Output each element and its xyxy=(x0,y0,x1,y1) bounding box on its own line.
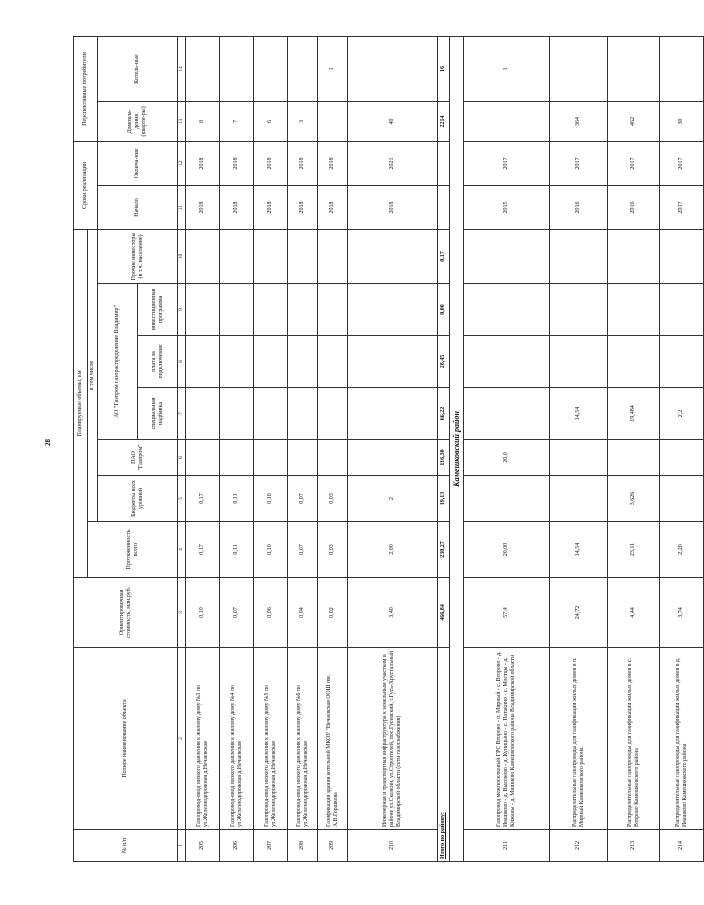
cell-connection xyxy=(660,336,704,388)
page-number: 28 xyxy=(44,439,52,446)
cell-budget: 0,11 xyxy=(220,476,254,522)
cell-cost: 57,4 xyxy=(464,578,550,648)
header-name: Полное наименование объекта xyxy=(74,648,178,830)
cell-start: 2017 xyxy=(660,185,704,229)
cell-start: 2016 xyxy=(550,185,608,229)
cell-start: 2018 xyxy=(288,185,318,229)
column-number: 12 xyxy=(178,141,186,185)
cell-special: 14,54 xyxy=(550,388,608,440)
cell-budget: 0,03 xyxy=(318,476,348,522)
cell-length: 0,07 xyxy=(288,522,318,578)
cell-name: Газопровод-ввод низкого давления к жилому дому №5 по ул.Железнодорожная д.Нечаевская xyxy=(254,648,288,830)
cell-households: 6 xyxy=(254,101,288,141)
cell-boilers xyxy=(550,36,608,101)
cell-boilers xyxy=(660,36,704,101)
cell-no: 210 xyxy=(348,830,438,862)
cell-boilers xyxy=(288,36,318,101)
column-number: 2 xyxy=(178,648,186,830)
column-number: 14 xyxy=(178,36,186,101)
cell-connection xyxy=(288,336,318,388)
cell-end: 2018 xyxy=(288,141,318,185)
cell-other xyxy=(660,229,704,283)
cell-cost: 0,07 xyxy=(220,578,254,648)
cell-other xyxy=(348,229,438,283)
header-consumers: Перспективные потребители xyxy=(74,36,98,141)
cell-no: 211 xyxy=(464,830,550,862)
cell-budget: 0,17 xyxy=(186,476,220,522)
total-budget: 19,13 xyxy=(438,476,450,522)
cell-no: 213 xyxy=(608,830,660,862)
cell-connection xyxy=(608,336,660,388)
column-number: 1 xyxy=(178,830,186,862)
header-special: специальная надбавка xyxy=(138,388,178,440)
cell-cost: 24,72 xyxy=(550,578,608,648)
cell-start: 2018 xyxy=(220,185,254,229)
cell-start: 2018 xyxy=(348,185,438,229)
cell-other xyxy=(318,229,348,283)
cell-end: 2017 xyxy=(550,141,608,185)
cell-budget: 0,10 xyxy=(254,476,288,522)
cell-budget: 2 xyxy=(348,476,438,522)
table-row xyxy=(608,36,660,861)
header-terms: Сроки реализации xyxy=(74,141,98,229)
header-households: Домовла-дения (кварти-ры) xyxy=(98,101,178,141)
cell-name: Распределительные газопроводы для газификации жилых домов в п. Мирный Камешковского района xyxy=(550,648,608,830)
cell-special xyxy=(464,388,550,440)
cell-name: Газопровод-ввод низкого давления к жилому дому №6 по ул.Железнодорожная д.Нечаевская xyxy=(288,648,318,830)
total-special: 66,22 xyxy=(438,388,450,440)
cell-invest xyxy=(550,284,608,336)
cell-cost: 0,02 xyxy=(318,578,348,648)
cell-invest xyxy=(348,284,438,336)
cell-boilers xyxy=(348,36,438,101)
cell-name: Газопровод-ввод низкого давления к жилому дому №4 по ул.Железнодорожная д.Нечаевская xyxy=(220,648,254,830)
header-length-total: Протяженность всего xyxy=(88,522,178,578)
cell-no: 205 xyxy=(186,830,220,862)
cell-invest xyxy=(608,284,660,336)
cell-special: 19,484 xyxy=(608,388,660,440)
cell-connection xyxy=(220,336,254,388)
column-number: 7 xyxy=(178,388,186,440)
cell-end: 2017 xyxy=(464,141,550,185)
district-row xyxy=(450,36,464,861)
cell-connection xyxy=(464,336,550,388)
cell-invest xyxy=(464,284,550,336)
cell-length: 20,00 xyxy=(464,522,550,578)
cell-pao xyxy=(608,440,660,476)
cell-start: 2018 xyxy=(186,185,220,229)
cell-end: 2017 xyxy=(660,141,704,185)
cell-boilers xyxy=(254,36,288,101)
cell-budget: 0,07 xyxy=(288,476,318,522)
cell-no: 209 xyxy=(318,830,348,862)
cell-connection xyxy=(318,336,348,388)
total-other: 0,17 xyxy=(438,229,450,283)
total-empty xyxy=(438,185,450,229)
column-number: 13 xyxy=(178,101,186,141)
cell-end: 2018 xyxy=(186,141,220,185)
cell-cost: 0,10 xyxy=(186,578,220,648)
cell-other xyxy=(550,229,608,283)
header-including: в том числе xyxy=(88,229,98,521)
cell-households: 364 xyxy=(550,101,608,141)
cell-length: 0,10 xyxy=(254,522,288,578)
cell-connection xyxy=(348,336,438,388)
cell-end: 2018 xyxy=(318,141,348,185)
column-number: 6 xyxy=(178,440,186,476)
cell-pao xyxy=(220,440,254,476)
cell-boilers xyxy=(220,36,254,101)
cell-length: 2,20 xyxy=(660,522,704,578)
cell-cost: 0,04 xyxy=(288,578,318,648)
cell-length: 23,11 xyxy=(608,522,660,578)
header-budgets: Бюджеты всех уровней xyxy=(98,476,178,522)
cell-connection xyxy=(550,336,608,388)
cell-special xyxy=(348,388,438,440)
cell-other xyxy=(288,229,318,283)
cell-budget xyxy=(660,476,704,522)
cell-connection xyxy=(186,336,220,388)
column-number: 8 xyxy=(178,336,186,388)
cell-pao xyxy=(660,440,704,476)
cell-no: 208 xyxy=(288,830,318,862)
column-number: 5 xyxy=(178,476,186,522)
cell-start: 2018 xyxy=(254,185,288,229)
total-empty xyxy=(438,141,450,185)
district-title: Камешковский район xyxy=(450,36,464,861)
cell-no: 206 xyxy=(220,830,254,862)
cell-other xyxy=(220,229,254,283)
total-connection: 28,45 xyxy=(438,336,450,388)
cell-connection xyxy=(254,336,288,388)
cell-invest xyxy=(254,284,288,336)
cell-special: 2,2 xyxy=(660,388,704,440)
cell-name: Газификация здания котельной МКОУ "Нечаевская ООШ им. А.В.Горшкова xyxy=(318,648,348,830)
cell-special xyxy=(318,388,348,440)
cell-households: 30 xyxy=(660,101,704,141)
cell-name: Газопровод-ввод низкого давления к жилому дому №3 по ул.Железнодорожная д.Нечаевская xyxy=(186,648,220,830)
table-row xyxy=(288,36,318,861)
table-row xyxy=(348,36,438,861)
cell-length: 2,00 xyxy=(348,522,438,578)
cell-end: 2021 xyxy=(348,141,438,185)
total-cost: 466,84 xyxy=(438,578,450,648)
table-row xyxy=(318,36,348,861)
total-label: Итого по району: xyxy=(438,648,450,862)
cell-end: 2018 xyxy=(254,141,288,185)
cell-start: 2015 xyxy=(464,185,550,229)
header-cost: Ориентировочная стоимость, млн.руб. xyxy=(74,578,178,648)
header-no: № п/п xyxy=(74,830,178,862)
cell-end: 2018 xyxy=(220,141,254,185)
cell-cost: 4,44 xyxy=(608,578,660,648)
cell-no: 207 xyxy=(254,830,288,862)
cell-start: 2018 xyxy=(318,185,348,229)
gas-projects-table xyxy=(73,36,704,862)
cell-start: 2016 xyxy=(608,185,660,229)
cell-invest xyxy=(220,284,254,336)
column-number: 9 xyxy=(178,284,186,336)
cell-length: 14,54 xyxy=(550,522,608,578)
cell-pao: 20,0 xyxy=(464,440,550,476)
cell-invest xyxy=(318,284,348,336)
total-length: 230,27 xyxy=(438,522,450,578)
cell-invest xyxy=(288,284,318,336)
cell-other xyxy=(464,229,550,283)
cell-special xyxy=(220,388,254,440)
cell-boilers xyxy=(608,36,660,101)
cell-length: 0,11 xyxy=(220,522,254,578)
cell-no: 212 xyxy=(550,830,608,862)
cell-pao xyxy=(186,440,220,476)
table-row xyxy=(660,36,704,861)
header-ao: АО "Газпром газораспределение Владимир" xyxy=(98,284,138,440)
rotated-page-content xyxy=(73,37,688,862)
cell-name: Распределительные газопроводы для газификации жилых домов в с. Второво Камешковского района xyxy=(608,648,660,830)
cell-households: 3 xyxy=(288,101,318,141)
header-connection: плата за подключение xyxy=(138,336,178,388)
column-number: 11 xyxy=(178,185,186,229)
cell-budget xyxy=(550,476,608,522)
cell-households xyxy=(318,101,348,141)
header-other: Прочие инвесторы (в т.ч. население) xyxy=(98,229,178,283)
cell-name: Инженерная и транспортная инфраструктура к земельным участкам в районе ул.Сказкин, ул.Строителей, пос.Гусевский, г.Гусь-Хрустальный Владимирской области (сети газоснабжения) xyxy=(348,648,438,830)
cell-cost: 0,06 xyxy=(254,578,288,648)
header-start: Начало xyxy=(98,185,178,229)
total-boilers: 16 xyxy=(438,36,450,101)
column-number: 3 xyxy=(178,578,186,648)
cell-special xyxy=(186,388,220,440)
cell-budget: 3,626 xyxy=(608,476,660,522)
table-row xyxy=(464,36,550,861)
header-invest: инвестиционная программа xyxy=(138,284,178,336)
cell-name: Газопровод межпоселковый ГРС Второво - п. Мирный - с. Второво - д. Ивашково - д. Высоково - д. Куницыно - с. Патакино - с. Мостцы - д. Кижаны - д. Мишнево Камешковского района Владимирской области xyxy=(464,648,550,830)
table-row xyxy=(254,36,288,861)
cell-boilers xyxy=(186,36,220,101)
cell-households: 7 xyxy=(220,101,254,141)
total-invest: 0,00 xyxy=(438,284,450,336)
column-number: 10 xyxy=(178,229,186,283)
cell-pao xyxy=(318,440,348,476)
total-households: 2214 xyxy=(438,101,450,141)
cell-boilers: 1 xyxy=(464,36,550,101)
header-boilers: Котель-ные xyxy=(98,36,178,101)
column-numbers-row xyxy=(178,36,186,861)
header-end: Оконча-ние xyxy=(98,141,178,185)
cell-length: 0,03 xyxy=(318,522,348,578)
cell-boilers: 1 xyxy=(318,36,348,101)
cell-households xyxy=(464,101,550,141)
cell-households: 8 xyxy=(186,101,220,141)
cell-households: 462 xyxy=(608,101,660,141)
cell-households: 40 xyxy=(348,101,438,141)
cell-cost: 3,40 xyxy=(348,578,438,648)
cell-budget xyxy=(464,476,550,522)
cell-invest xyxy=(186,284,220,336)
cell-end: 2017 xyxy=(608,141,660,185)
cell-length: 0,17 xyxy=(186,522,220,578)
header-planned: Планируемые объемы, км xyxy=(74,229,88,577)
cell-pao xyxy=(288,440,318,476)
table-row xyxy=(220,36,254,861)
cell-special xyxy=(254,388,288,440)
cell-cost: 3,74 xyxy=(660,578,704,648)
total-pao: 116,30 xyxy=(438,440,450,476)
cell-other xyxy=(186,229,220,283)
cell-pao xyxy=(348,440,438,476)
table-row xyxy=(186,36,220,861)
cell-invest xyxy=(660,284,704,336)
cell-no: 214 xyxy=(660,830,704,862)
cell-special xyxy=(288,388,318,440)
cell-pao xyxy=(550,440,608,476)
cell-other xyxy=(254,229,288,283)
cell-pao xyxy=(254,440,288,476)
table-row xyxy=(550,36,608,861)
total-row xyxy=(438,36,450,861)
header-pao: ПАО "Газпром" xyxy=(98,440,178,476)
cell-name: Распределительные газопроводы для газификации жилых домов в д. Ивашково Камешковского района xyxy=(660,648,704,830)
cell-other xyxy=(608,229,660,283)
column-number: 4 xyxy=(178,522,186,578)
